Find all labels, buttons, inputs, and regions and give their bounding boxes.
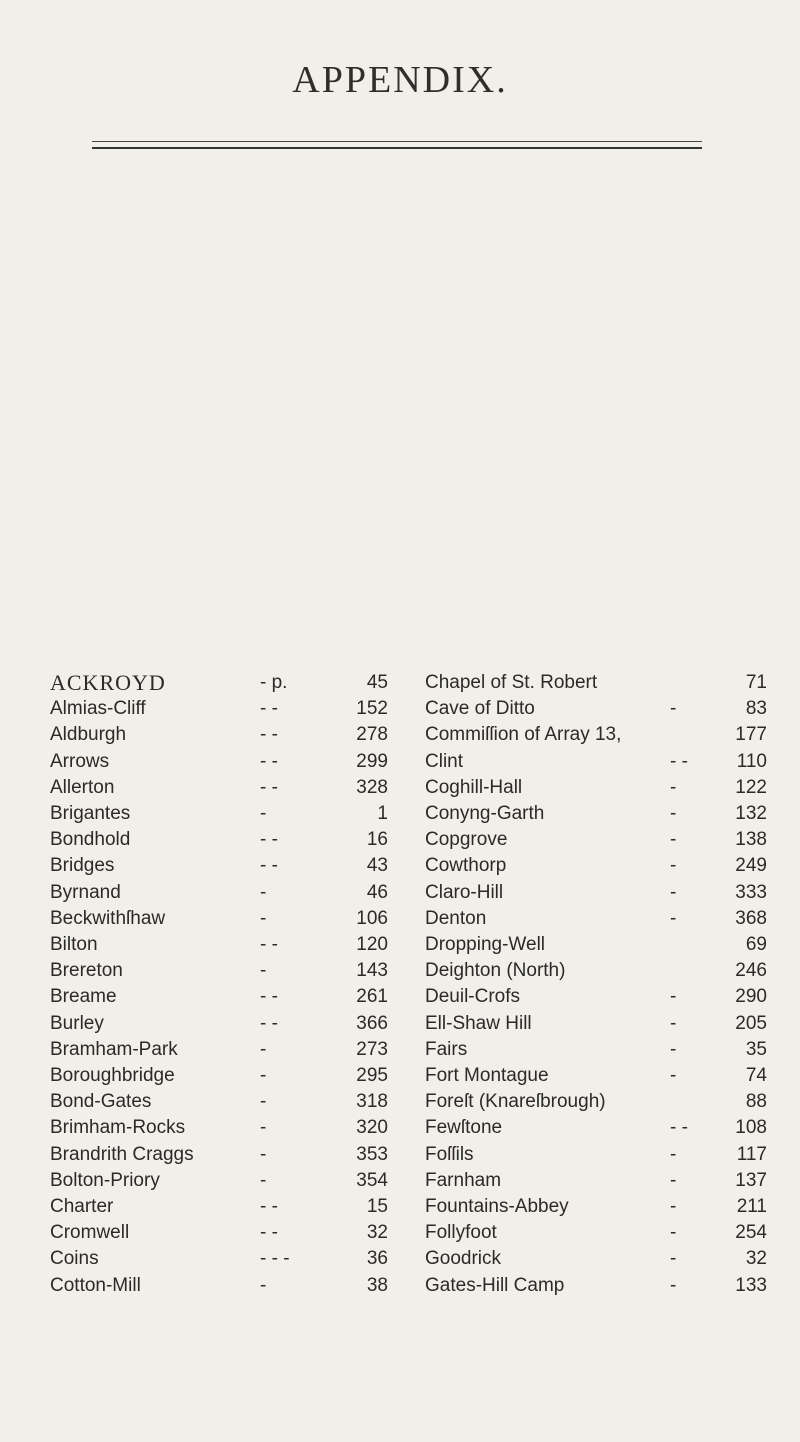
entry-name: Brandrith Craggs	[50, 1143, 194, 1165]
entry-page-number: 143	[356, 960, 388, 982]
entry-page-number: 88	[745, 1091, 767, 1113]
index-entry	[50, 1037, 388, 1063]
entry-leader: - -	[260, 855, 278, 877]
index-entry	[50, 670, 388, 696]
entry-name: Fort Montague	[425, 1065, 549, 1086]
entry-page-number: 328	[356, 776, 388, 798]
entry-leader: -	[670, 881, 677, 903]
entry-leader: -	[260, 1091, 267, 1113]
entry-page-number: 110	[736, 750, 767, 772]
entry-name: Brereton	[50, 960, 123, 982]
index-entry	[50, 1115, 388, 1141]
index-entry	[425, 1273, 767, 1299]
entry-leader: - -	[260, 1012, 278, 1034]
index-entry	[50, 696, 388, 722]
entry-leader: - -	[670, 1117, 688, 1139]
entry-leader: - -	[260, 934, 278, 955]
entry-name: Denton	[425, 907, 487, 929]
entry-name: ACKROYD	[50, 670, 166, 695]
index-entry	[425, 827, 767, 853]
index-entry	[50, 1220, 388, 1246]
entry-leader: -	[260, 907, 267, 929]
entry-page-number: 353	[356, 1143, 388, 1165]
entry-page-number: 366	[356, 1012, 388, 1034]
page-heading: APPENDIX.	[292, 59, 508, 101]
entry-leader: -	[260, 1038, 267, 1060]
entry-page-number: 117	[736, 1143, 767, 1165]
index-entry	[50, 932, 388, 958]
entry-name: Burley	[50, 1012, 104, 1034]
entry-leader: - -	[260, 698, 278, 720]
entry-name: Copgrove	[425, 829, 508, 851]
entry-page-number: 83	[745, 698, 767, 720]
entry-page-number: 133	[735, 1274, 767, 1296]
entry-page-number: 1	[377, 803, 388, 824]
entry-leader: - - -	[260, 1248, 290, 1270]
index-entry	[425, 1011, 767, 1037]
entry-leader: - p.	[260, 672, 288, 693]
entry-leader: -	[260, 1143, 267, 1165]
entry-leader: - -	[260, 750, 278, 772]
entry-leader: -	[260, 1065, 267, 1086]
index-entry	[50, 853, 388, 879]
entry-leader: -	[670, 1065, 677, 1086]
entry-leader: - -	[260, 1222, 278, 1244]
entry-leader: -	[260, 1169, 267, 1191]
entry-page-number: 211	[736, 1196, 767, 1217]
entry-name: Cromwell	[50, 1222, 130, 1244]
entry-name: Farnham	[425, 1169, 502, 1191]
index-entry	[425, 1168, 767, 1194]
entry-name: Bondhold	[50, 829, 131, 851]
index-entry	[50, 906, 388, 932]
entry-leader: -	[670, 698, 677, 720]
index-entry	[50, 749, 388, 775]
index-entry	[50, 1142, 388, 1168]
index-entry	[425, 696, 767, 722]
index-entry	[425, 853, 767, 879]
entry-leader: -	[260, 1274, 267, 1296]
entry-name: Brimham-Rocks	[50, 1117, 186, 1139]
entry-name: Allerton	[50, 776, 115, 798]
entry-leader: -	[260, 881, 267, 903]
entry-leader: -	[670, 907, 677, 929]
index-entry	[50, 722, 388, 748]
entry-name: Brigantes	[50, 803, 131, 824]
index-entry	[425, 932, 767, 958]
entry-page-number: 38	[366, 1274, 388, 1296]
entry-page-number: 249	[735, 855, 767, 877]
entry-page-number: 368	[735, 907, 767, 929]
entry-page-number: 71	[745, 672, 767, 693]
index-entry	[425, 670, 767, 696]
index-entry	[425, 722, 767, 748]
entry-name: Bolton-Priory	[50, 1169, 160, 1191]
entry-leader: -	[670, 986, 677, 1008]
entry-page-number: 320	[356, 1117, 388, 1139]
entry-name: Fountains-Abbey	[425, 1196, 569, 1217]
entry-name: Coghill-Hall	[425, 776, 523, 798]
entry-page-number: 108	[735, 1117, 767, 1139]
index-entry	[425, 1246, 767, 1272]
entry-leader: -	[670, 776, 677, 798]
entry-name: Foreſt (Knareſbrough)	[425, 1091, 606, 1113]
entry-leader: -	[260, 803, 267, 824]
entry-name: Byrnand	[50, 881, 121, 903]
index-entry	[425, 1063, 767, 1089]
entry-page-number: 35	[745, 1038, 767, 1060]
entry-page-number: 46	[366, 881, 388, 903]
entry-name: Bramham-Park	[50, 1038, 178, 1060]
index-entry	[425, 775, 767, 801]
entry-page-number: 273	[356, 1038, 388, 1060]
entry-name: Deighton (North)	[425, 960, 566, 982]
entry-name: Beckwithſhaw	[50, 907, 166, 929]
entry-leader: -	[670, 1038, 677, 1060]
entry-page-number: 299	[356, 750, 388, 772]
index-entry	[425, 1142, 767, 1168]
entry-page-number: 246	[735, 960, 767, 982]
entry-name: Chapel of St. Robert	[425, 672, 598, 693]
entry-name: Charter	[50, 1196, 114, 1217]
entry-name: Cave of Ditto	[425, 698, 535, 720]
entry-name: Coins	[50, 1248, 99, 1270]
entry-page-number: 295	[356, 1065, 388, 1086]
entry-page-number: 69	[745, 934, 767, 955]
entry-name: Commiſſion of Array 13,	[425, 724, 622, 746]
entry-page-number: 278	[356, 724, 388, 746]
entry-page-number: 138	[735, 829, 767, 851]
entry-name: Conyng-Garth	[425, 803, 545, 824]
entry-leader: -	[670, 1012, 677, 1034]
entry-page-number: 290	[735, 986, 767, 1008]
entry-page-number: 132	[735, 803, 767, 824]
index-entry	[50, 880, 388, 906]
entry-name: Foſſils	[425, 1143, 474, 1165]
entry-page-number: 254	[735, 1222, 767, 1244]
index-entry	[425, 906, 767, 932]
entry-leader: -	[670, 1196, 677, 1217]
entry-page-number: 318	[356, 1091, 388, 1113]
entry-name: Dropping-Well	[425, 934, 546, 955]
index-entry	[425, 880, 767, 906]
index-entry	[50, 984, 388, 1010]
entry-leader: -	[670, 829, 677, 851]
entry-page-number: 74	[745, 1065, 767, 1086]
entry-page-number: 152	[356, 698, 388, 720]
entry-leader: - -	[670, 750, 688, 772]
entry-leader: - -	[260, 776, 278, 798]
entry-name: Bridges	[50, 855, 115, 877]
entry-page-number: 16	[366, 829, 388, 851]
entry-name: Cowthorp	[425, 855, 507, 877]
index-entry	[50, 1089, 388, 1115]
index-entry	[50, 1063, 388, 1089]
index-entry	[425, 749, 767, 775]
entry-page-number: 261	[356, 986, 388, 1008]
entry-name: Clint	[425, 750, 464, 772]
entry-leader: -	[260, 1117, 267, 1139]
entry-name: Breame	[50, 986, 117, 1008]
entry-name: Gates-Hill Camp	[425, 1274, 565, 1296]
index-entry	[425, 1089, 767, 1115]
entry-page-number: 45	[366, 672, 388, 693]
index-entry	[50, 1273, 388, 1299]
entry-name: Arrows	[50, 750, 110, 772]
entry-leader: -	[670, 1143, 677, 1165]
entry-name: Boroughbridge	[50, 1065, 175, 1086]
entry-page-number: 177	[735, 724, 767, 746]
entry-leader: -	[260, 960, 267, 982]
entry-page-number: 122	[735, 776, 767, 798]
index-entry	[50, 1011, 388, 1037]
index-entry	[425, 984, 767, 1010]
index-entry	[50, 1168, 388, 1194]
entry-leader: -	[670, 1248, 677, 1270]
entry-leader: - -	[260, 986, 278, 1008]
entry-page-number: 137	[735, 1169, 767, 1191]
entry-page-number: 32	[366, 1222, 388, 1244]
entry-leader: -	[670, 1274, 677, 1296]
entry-leader: - -	[260, 1196, 278, 1217]
entry-leader: -	[670, 803, 677, 824]
entry-name: Fairs	[425, 1038, 468, 1060]
entry-name: Goodrick	[425, 1248, 502, 1270]
entry-name: Bilton	[50, 934, 98, 955]
index-entry	[50, 801, 388, 827]
index-entry	[50, 775, 388, 801]
index-entry	[425, 958, 767, 984]
entry-name: Fewſtone	[425, 1117, 503, 1139]
entry-name: Bond-Gates	[50, 1091, 152, 1113]
index-entry	[50, 1246, 388, 1272]
entry-page-number: 120	[356, 934, 388, 955]
index-entry	[50, 1194, 388, 1220]
index-entry	[425, 1220, 767, 1246]
entry-leader: -	[670, 855, 677, 877]
entry-page-number: 32	[745, 1248, 767, 1270]
entry-page-number: 205	[735, 1012, 767, 1034]
entry-name: Deuil-Crofs	[425, 986, 521, 1008]
entry-page-number: 15	[366, 1196, 388, 1217]
entry-page-number: 333	[735, 881, 767, 903]
entry-leader: - -	[260, 724, 278, 746]
entry-page-number: 36	[366, 1248, 388, 1270]
index-entry	[425, 1194, 767, 1220]
index-entry	[425, 801, 767, 827]
index-entry	[425, 1115, 767, 1141]
entry-name: Claro-Hill	[425, 881, 504, 903]
entry-leader: -	[670, 1169, 677, 1191]
entry-page-number: 106	[356, 907, 388, 929]
entry-name: Cotton-Mill	[50, 1274, 141, 1296]
entry-leader: - -	[260, 829, 278, 851]
entry-name: Aldburgh	[50, 724, 127, 746]
index-entry	[425, 1037, 767, 1063]
entry-page-number: 354	[356, 1169, 388, 1191]
entry-leader: -	[670, 1222, 677, 1244]
entry-name: Follyfoot	[425, 1222, 497, 1244]
entry-name: Almias-Cliff	[50, 698, 146, 720]
index-entry	[50, 827, 388, 853]
entry-name: Ell-Shaw Hill	[425, 1012, 532, 1034]
index-entry	[50, 958, 388, 984]
double-rule-divider	[92, 141, 702, 149]
entry-page-number: 43	[366, 855, 388, 877]
